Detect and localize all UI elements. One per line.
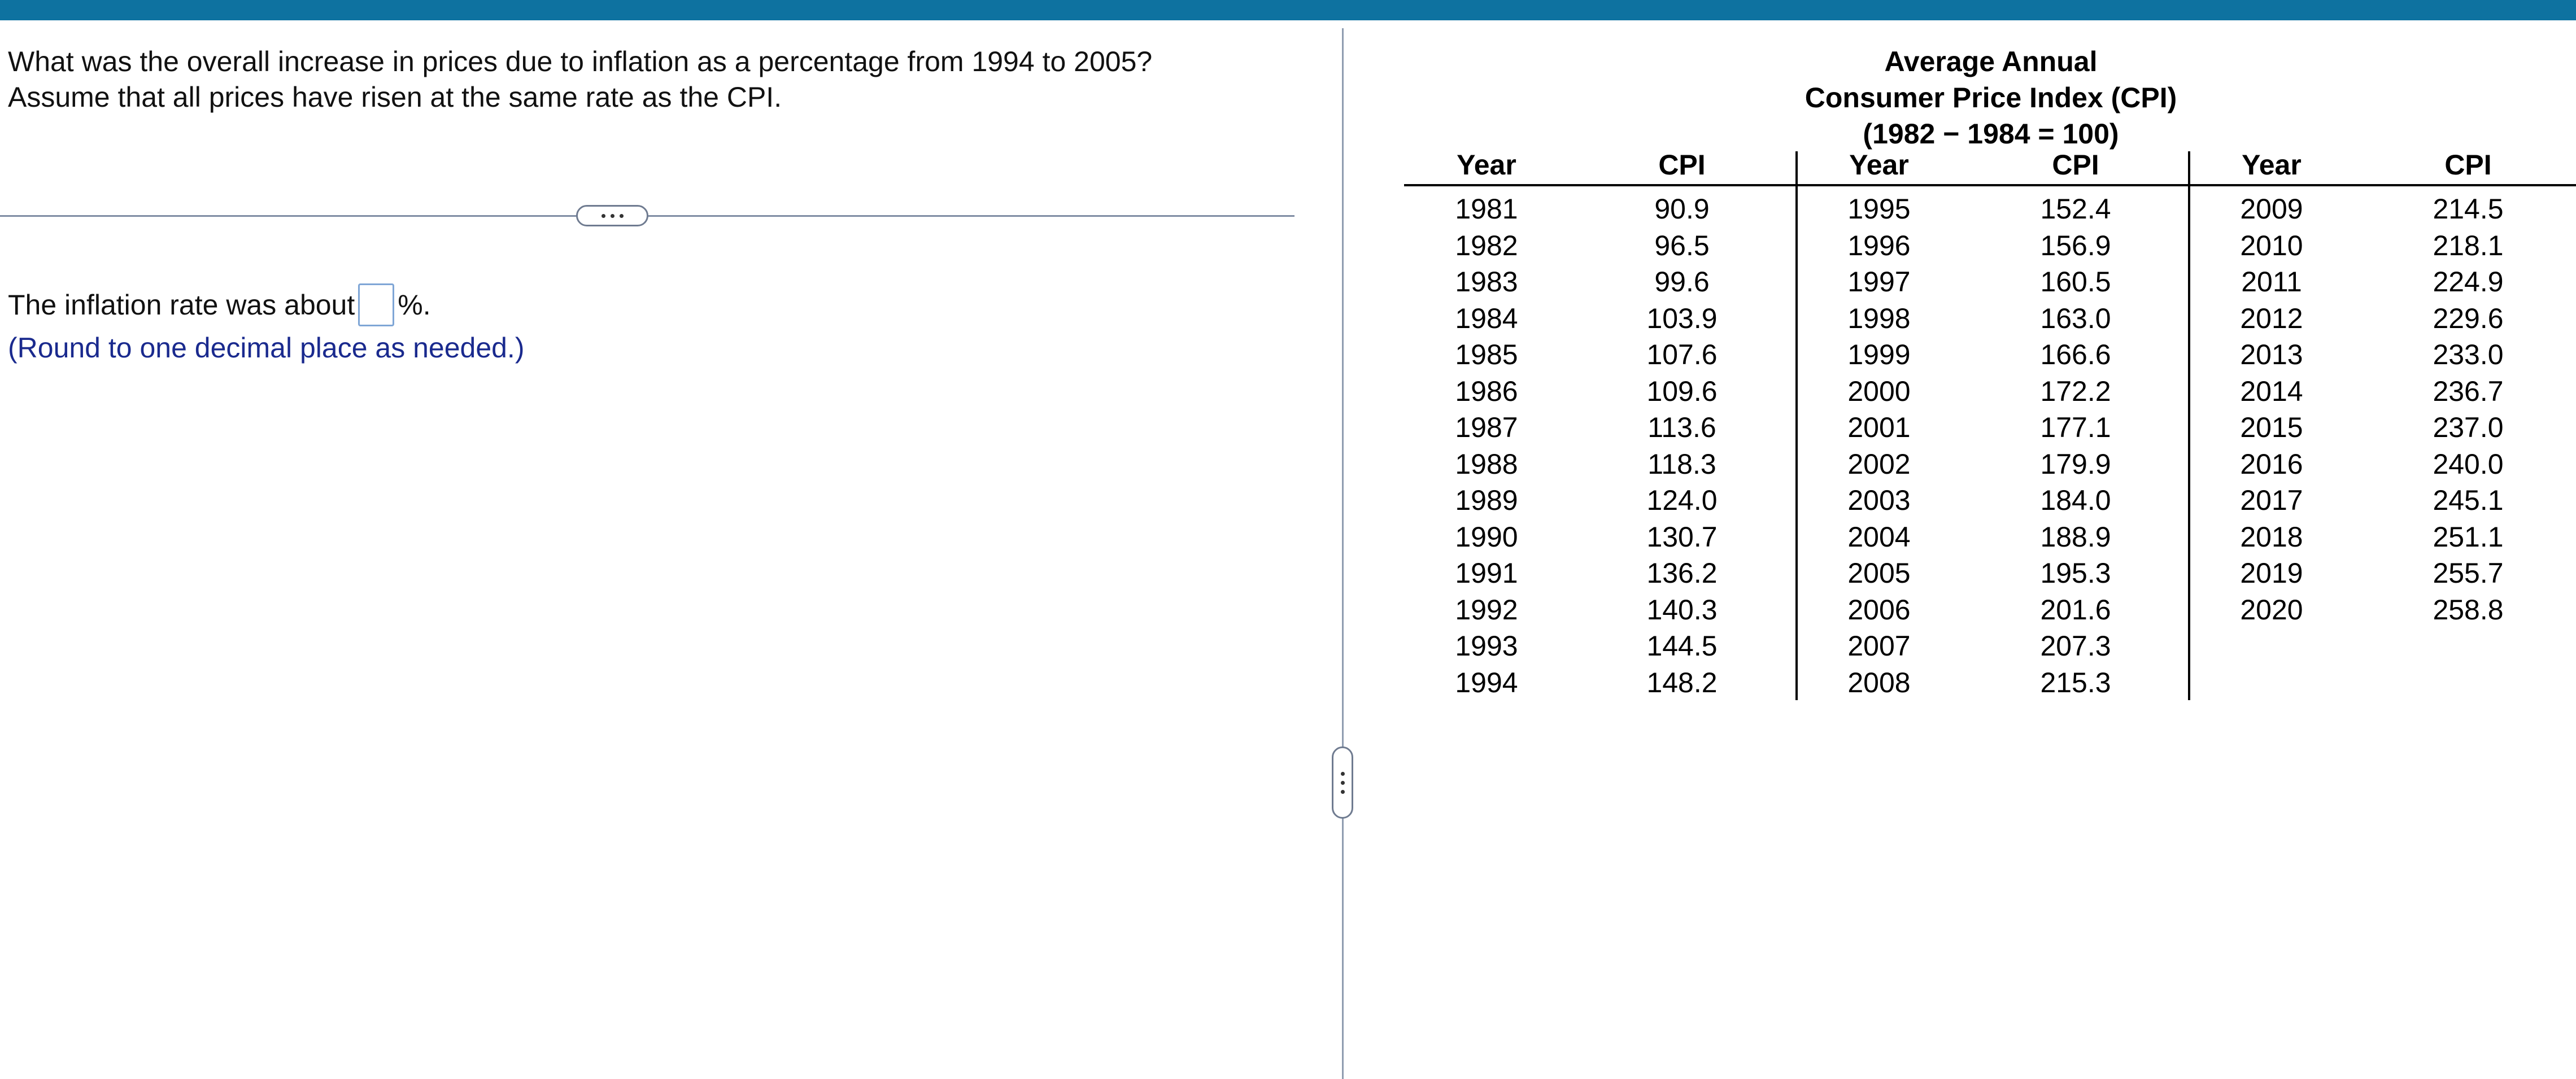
table-cell-year: 2003 (1847, 484, 1911, 516)
table-cell-year: 1985 (1455, 339, 1518, 370)
col-header-year: Year (1849, 149, 1909, 181)
table-cell-year: 2009 (2240, 193, 2303, 225)
table-cell-year: 1992 (1455, 593, 1518, 626)
answer-statement (8, 282, 431, 329)
dot-icon (1341, 781, 1345, 785)
table-cell-year: 1988 (1455, 448, 1518, 480)
table-cell-cpi: 163.0 (2040, 302, 2111, 334)
table-title-line-3: (1982 − 1984 = 100) (1863, 118, 2119, 150)
col-header-cpi: CPI (2444, 149, 2492, 181)
table-cell-cpi: 214.5 (2433, 193, 2504, 225)
pane-resize-handle[interactable] (1332, 746, 1353, 819)
table-cell-year: 2013 (2240, 339, 2303, 370)
table-cell-cpi: 166.6 (2040, 339, 2111, 370)
col-header-year: Year (2242, 149, 2302, 181)
table-cell-cpi: 224.9 (2433, 266, 2504, 298)
table-cell-year: 1999 (1847, 339, 1911, 370)
col-header-cpi: CPI (1658, 149, 1706, 181)
table-cell-cpi: 258.8 (2433, 593, 2504, 626)
pane-divider[interactable] (1342, 28, 1344, 1079)
cpi-column (1622, 191, 1742, 701)
table-cell-cpi: 124.0 (1646, 484, 1718, 516)
table-cell-year: 1984 (1455, 302, 1518, 334)
table-cell-cpi: 144.5 (1646, 630, 1718, 662)
table-cell-year: 2008 (1847, 666, 1911, 698)
table-cell-year: 1997 (1847, 266, 1911, 298)
table-cell-cpi: 152.4 (2040, 193, 2111, 225)
table-cell-cpi: 177.1 (2040, 412, 2111, 443)
table-cell-cpi: 201.6 (2040, 593, 2111, 626)
answer-prefix: The inflation rate was about (8, 289, 355, 321)
table-title-line-1: Average Annual (1884, 46, 2098, 77)
answer-suffix: %. (398, 289, 431, 321)
table-cell-year: 1996 (1847, 229, 1911, 261)
table-cell-cpi: 229.6 (2433, 302, 2504, 334)
table-cell-year: 2016 (2240, 448, 2303, 480)
table-cell-cpi: 118.3 (1647, 448, 1716, 480)
table-cell-cpi: 172.2 (2040, 375, 2111, 407)
table-cell-year: 1991 (1455, 557, 1518, 589)
table-cell-cpi: 215.3 (2040, 666, 2111, 698)
table-cell-cpi: 90.9 (1654, 193, 1710, 225)
dot-icon (611, 214, 614, 218)
table-cell-year: 2020 (2240, 593, 2303, 626)
rounding-hint: (Round to one decimal place as needed.) (8, 332, 525, 364)
table-cell-year: 2015 (2240, 412, 2303, 443)
table-cell-year: 2010 (2240, 229, 2303, 261)
table-cell-year: 2014 (2240, 375, 2303, 407)
table-cell-cpi: 103.9 (1646, 302, 1718, 334)
table-cell-year: 2019 (2240, 557, 2303, 589)
table-cell-cpi: 130.7 (1646, 521, 1718, 553)
table-cell-year: 2001 (1847, 412, 1911, 443)
table-cell-year: 2018 (2240, 521, 2303, 553)
table-title-line-2: Consumer Price Index (CPI) (1804, 82, 2177, 113)
year-column (1819, 191, 1939, 701)
table-cell-year: 1989 (1455, 484, 1518, 516)
top-banner (0, 0, 2576, 20)
question-line-2: Assume that all prices have risen at the same rate as the CPI. (8, 81, 782, 113)
table-cell-cpi: 184.0 (2040, 484, 2111, 516)
table-cell-cpi: 188.9 (2040, 521, 2111, 553)
table-cell-year: 2007 (1847, 630, 1911, 662)
table-cell-cpi: 245.1 (2433, 484, 2504, 516)
table-cell-year: 2005 (1847, 557, 1911, 589)
table-cell-cpi: 218.1 (2433, 229, 2504, 261)
dot-icon (620, 214, 624, 218)
dot-icon (1341, 790, 1345, 794)
column-rule (1795, 151, 1798, 700)
table-cell-year: 1998 (1847, 302, 1911, 334)
table-cell-year: 1986 (1455, 375, 1518, 407)
table-cell-cpi: 179.9 (2040, 448, 2111, 480)
table-cell-cpi: 113.6 (1647, 412, 1716, 443)
table-cell-year: 2012 (2240, 302, 2303, 334)
table-cell-cpi: 251.1 (2433, 521, 2504, 553)
expand-more-button[interactable] (576, 205, 648, 226)
table-cell-year: 2017 (2240, 484, 2303, 516)
table-cell-cpi: 255.7 (2433, 557, 2504, 589)
table-cell-cpi: 195.3 (2040, 557, 2111, 589)
column-rule (2188, 151, 2190, 700)
table-cell-year: 2000 (1847, 375, 1911, 407)
table-cell-year: 1987 (1455, 412, 1518, 443)
table-cell-year: 1982 (1455, 229, 1518, 261)
table-cell-year: 1981 (1455, 193, 1518, 225)
table-cell-cpi: 109.6 (1646, 375, 1718, 407)
table-cell-year: 2006 (1847, 593, 1911, 626)
table-cell-year: 1995 (1847, 193, 1911, 225)
table-cell-cpi: 240.0 (2433, 448, 2504, 480)
answer-input[interactable] (358, 283, 394, 326)
table-cell-cpi: 160.5 (2040, 266, 2111, 298)
dot-icon (1341, 772, 1345, 776)
cpi-column (2016, 191, 2135, 701)
table-cell-cpi: 96.5 (1654, 229, 1710, 261)
col-header-cpi: CPI (2052, 149, 2099, 181)
table-cell-year: 1994 (1455, 666, 1518, 698)
header-rule (1404, 184, 2576, 186)
table-cell-year: 1993 (1455, 630, 1518, 662)
table-cell-year: 2004 (1847, 521, 1911, 553)
table-cell-cpi: 156.9 (2040, 229, 2111, 261)
dot-icon (601, 214, 605, 218)
question-line-1: What was the overall increase in prices due to inflation as a percentage from 1994 to 2005? (8, 46, 1153, 77)
question-text (8, 44, 1152, 115)
table-cell-cpi: 107.6 (1646, 339, 1718, 370)
table-cell-year: 1990 (1455, 521, 1518, 553)
table-cell-year: 2002 (1847, 448, 1911, 480)
table-cell-cpi: 99.6 (1654, 266, 1710, 298)
table-cell-cpi: 207.3 (2040, 630, 2111, 662)
table-cell-cpi: 136.2 (1646, 557, 1718, 589)
col-header-year: Year (1457, 149, 1516, 181)
table-cell-year: 2011 (2241, 266, 2302, 298)
table-cell-year: 1983 (1455, 266, 1518, 298)
year-column (2212, 191, 2331, 628)
cpi-table (1404, 147, 2576, 700)
table-cell-cpi: 237.0 (2433, 412, 2504, 443)
table-cell-cpi: 148.2 (1646, 666, 1718, 698)
table-cell-cpi: 233.0 (2433, 339, 2504, 370)
year-column (1427, 191, 1546, 701)
table-cell-cpi: 236.7 (2433, 375, 2504, 407)
table-cell-cpi: 140.3 (1646, 593, 1718, 626)
cpi-column (2408, 191, 2528, 628)
